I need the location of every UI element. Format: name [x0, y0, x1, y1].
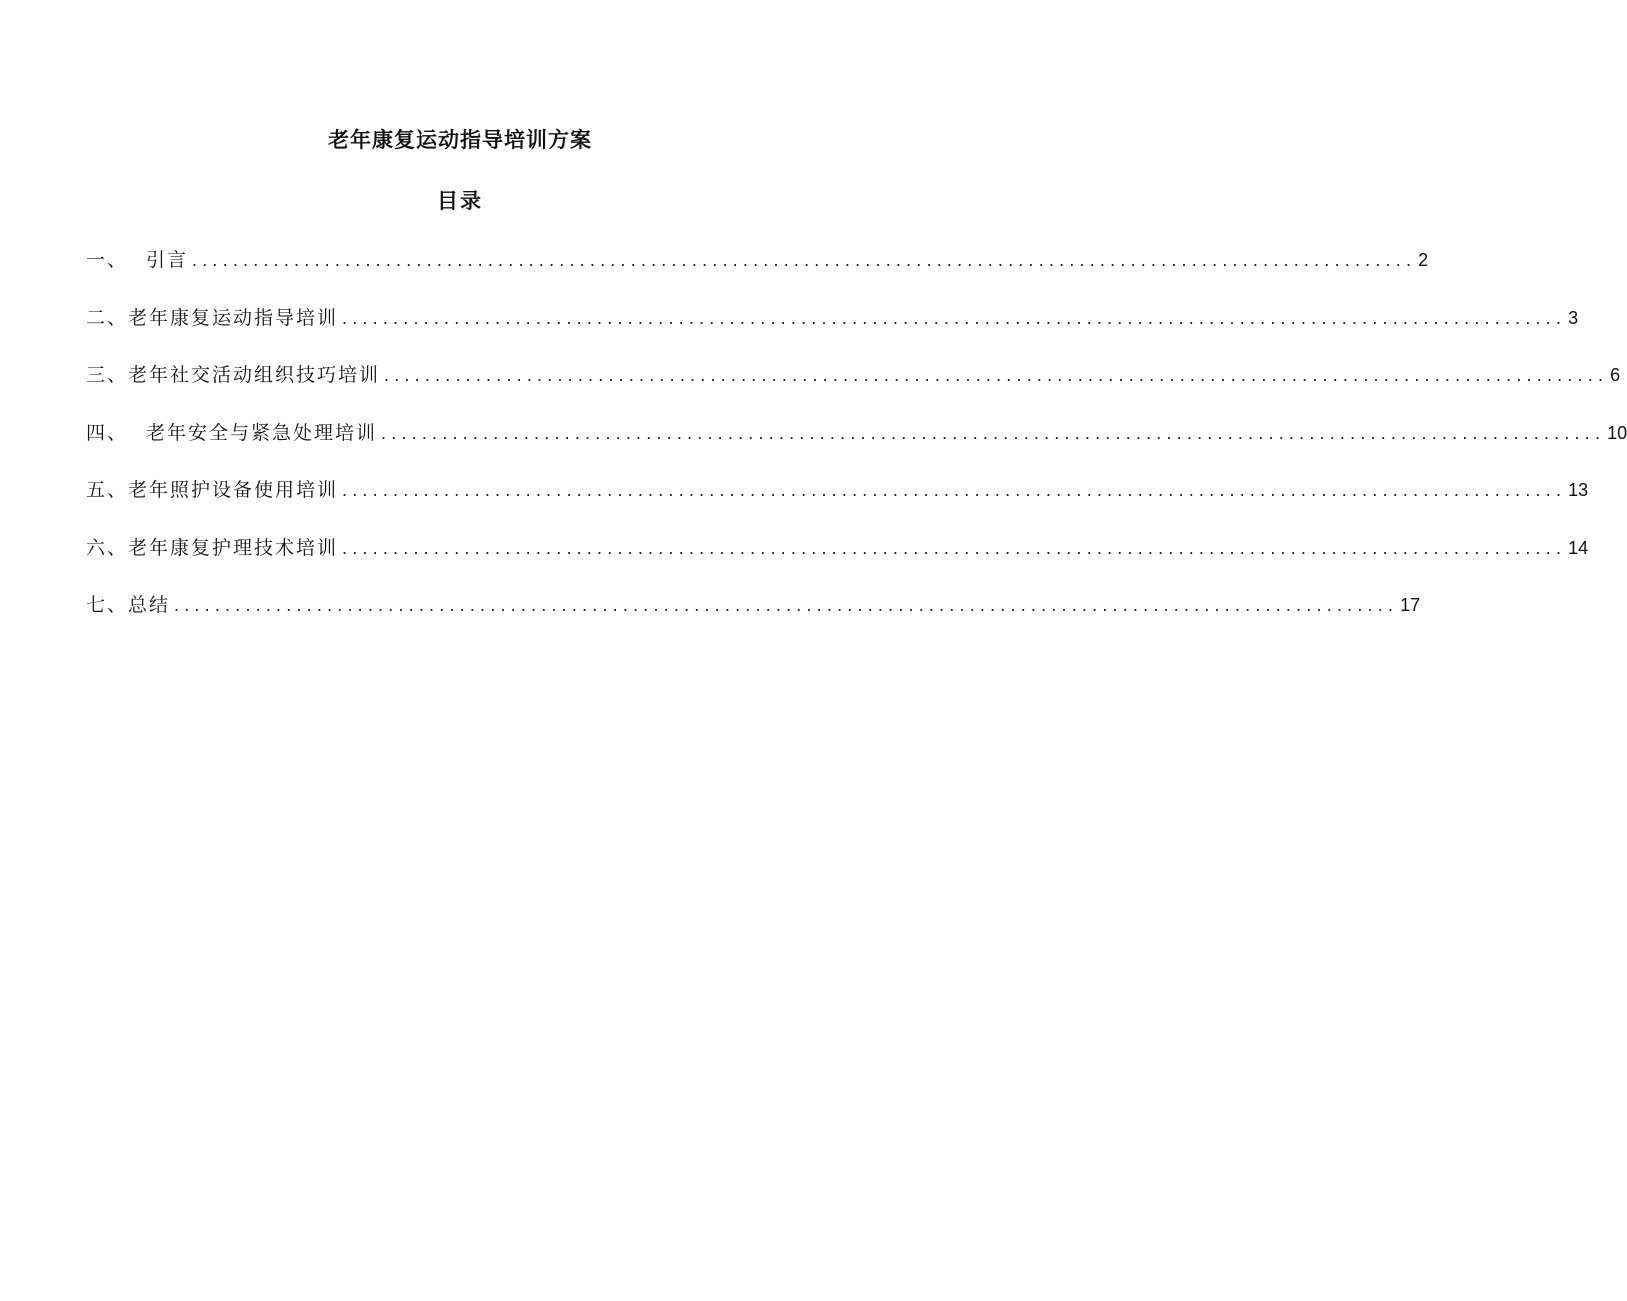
toc-leader-dots: ........................................................................................................................ [192, 250, 1417, 270]
toc-entry-label [86, 588, 170, 622]
toc-entry-care-equipment[interactable] [86, 473, 1589, 531]
toc-leader-dots: ........................................................................................................................ [174, 595, 1399, 615]
toc-entry-rehab-exercise[interactable] [86, 301, 1579, 359]
toc-entry-label [86, 531, 338, 565]
toc-entry-number: 四、 [86, 421, 129, 444]
table-of-contents [86, 243, 1627, 646]
toc-leader-dots: ........................................................................................................................ [342, 537, 1567, 558]
toc-entry-label [86, 243, 188, 277]
toc-entry-title: 老年社交活动组织技巧培训 [128, 364, 381, 386]
toc-entry-title: 老年康复运动指导培训 [128, 306, 339, 329]
toc-entry-safety-emergency[interactable] [86, 416, 1627, 474]
toc-page-number: 2 [1418, 250, 1429, 270]
toc-page-number: 17 [1400, 595, 1421, 615]
toc-leader-dots: ........................................................................................................................ [342, 307, 1567, 328]
toc-page-number: 14 [1568, 537, 1589, 558]
toc-entry-label [86, 416, 377, 450]
toc-page-number: 3 [1568, 307, 1579, 328]
toc-entry-label [86, 358, 380, 392]
toc-leader-dots: ........................................................................................................................ [384, 365, 1609, 385]
toc-entry-number: 三、 [86, 364, 129, 386]
toc-entry-title: 引言 [146, 249, 189, 271]
toc-entry-title: 老年安全与紧急处理培训 [146, 421, 378, 444]
toc-page-number: 13 [1568, 480, 1589, 500]
toc-entry-summary[interactable] [86, 588, 1421, 646]
toc-entry-title: 总结 [128, 594, 171, 616]
toc-entry-number: 一、 [86, 249, 129, 271]
toc-leader-dots: ........................................................................................................................ [342, 480, 1567, 500]
toc-entry-number: 二、 [86, 306, 129, 329]
toc-entry-number: 六、 [86, 536, 129, 559]
toc-entry-label [86, 301, 338, 335]
toc-page-number: 6 [1610, 365, 1621, 385]
toc-entry-title: 老年康复护理技术培训 [128, 536, 339, 559]
toc-entry-number: 五、 [86, 479, 129, 501]
toc-entry-title: 老年照护设备使用培训 [128, 479, 339, 501]
document-title: 老年康复运动指导培训方案 [328, 127, 592, 152]
toc-entry-number: 七、 [86, 594, 129, 616]
toc-heading: 目录 [437, 188, 483, 213]
toc-entry-rehab-nursing[interactable] [86, 531, 1589, 589]
toc-leader-dots: ........................................................................................................................ [381, 422, 1606, 443]
toc-entry-introduction[interactable] [86, 243, 1429, 301]
toc-page-number: 10 [1607, 422, 1627, 443]
toc-entry-label [86, 473, 338, 507]
toc-entry-social-activities[interactable] [86, 358, 1621, 416]
